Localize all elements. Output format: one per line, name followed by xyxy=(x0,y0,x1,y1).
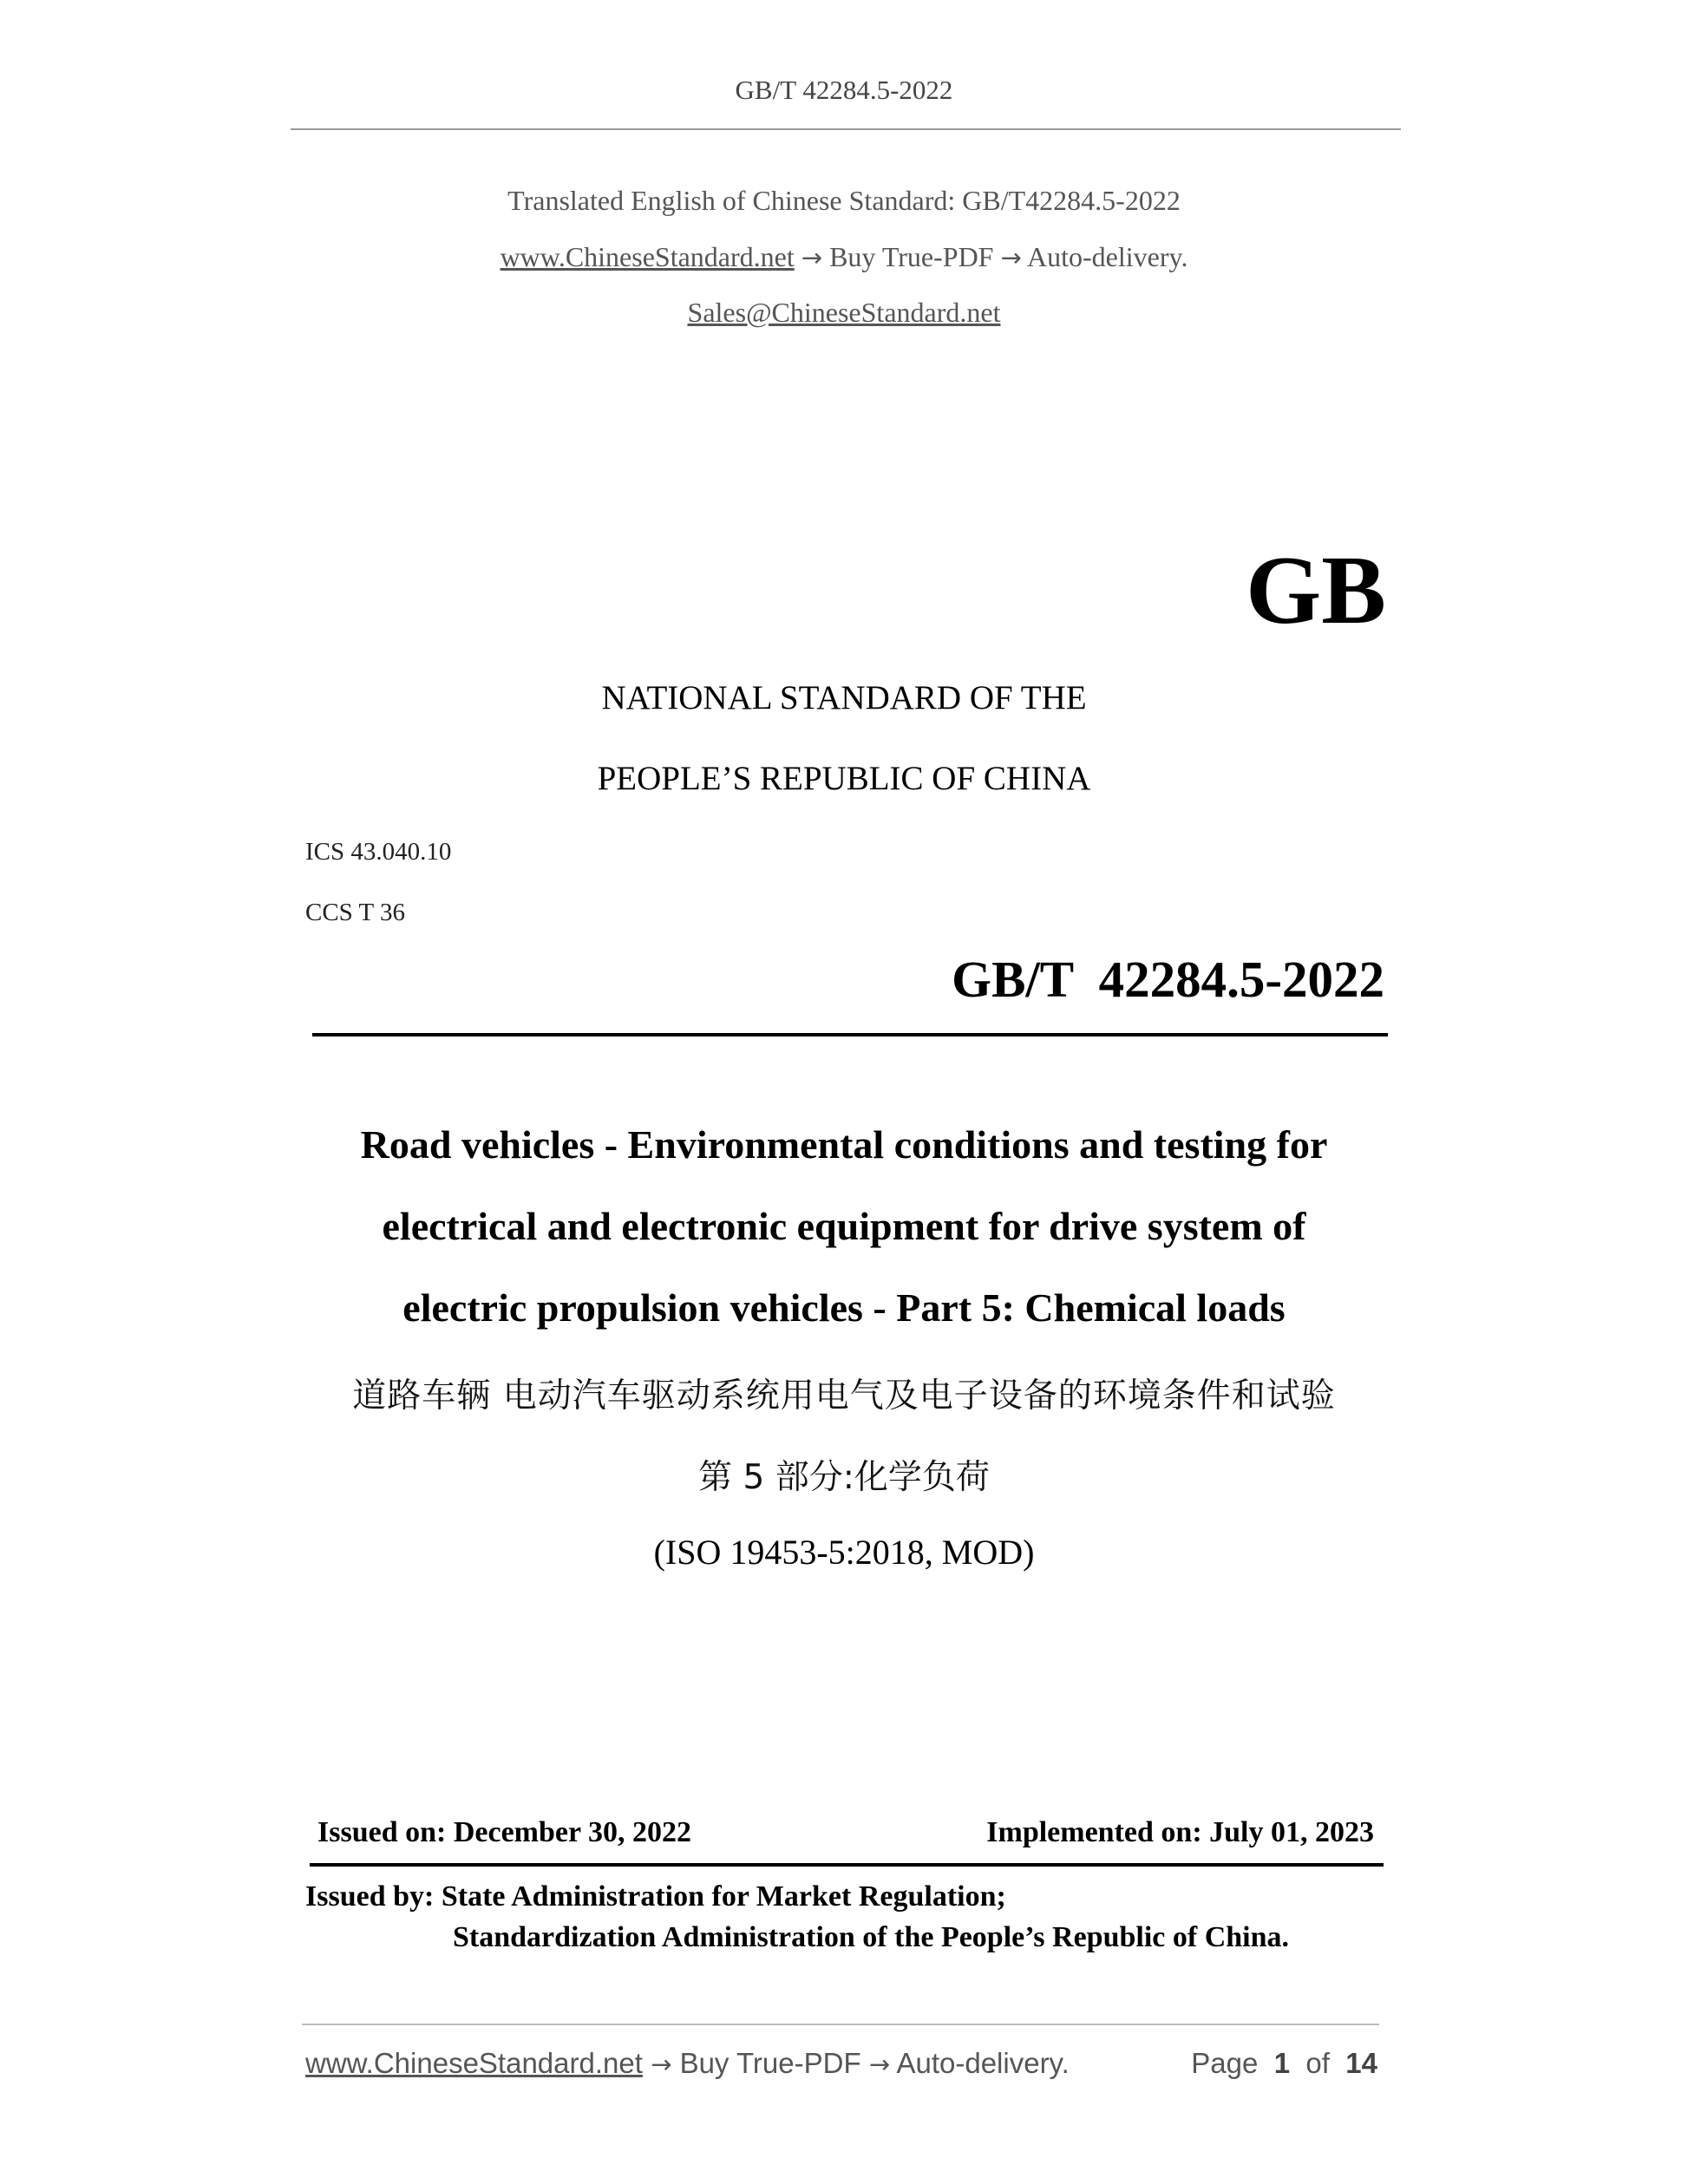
arrow-right-icon: → xyxy=(651,2050,672,2079)
page-word: Page xyxy=(1191,2047,1259,2079)
arrow-right-icon: → xyxy=(1000,243,1022,272)
title-en-line: electric propulsion vehicles - Part 5: Chemical loads xyxy=(402,1285,1286,1330)
national-standard-line-1: NATIONAL STANDARD OF THE xyxy=(601,679,1087,716)
of-word: of xyxy=(1305,2047,1330,2079)
iso-adoption: (ISO 19453-5:2018, MOD) xyxy=(653,1533,1035,1572)
national-standard-line-2: PEOPLE’S REPUBLIC OF CHINA xyxy=(597,760,1091,797)
standard-number: GB/T 42284.5-2022 xyxy=(952,951,1384,1008)
sales-email-link[interactable]: Sales@ChineseStandard.net xyxy=(687,297,1001,328)
title-divider xyxy=(312,1033,1388,1036)
issued-by: Issued by: State Administration for Market Regulation; xyxy=(305,1880,1006,1913)
page-indicator xyxy=(1191,2047,1377,2080)
auto-delivery-text: Auto-delivery. xyxy=(1027,241,1188,272)
running-header: GB/T 42284.5-2022 xyxy=(735,75,953,105)
buy-pdf-text: Buy True-PDF xyxy=(829,241,994,272)
implemented-on-date: Implemented on: July 01, 2023 xyxy=(986,1816,1374,1848)
issued-on-date: Issued on: December 30, 2022 xyxy=(317,1816,691,1848)
page-current: 1 xyxy=(1273,2047,1291,2079)
title-zh-line: 第 5 部分:化学负荷 xyxy=(698,1458,990,1497)
arrow-right-icon: → xyxy=(801,243,823,272)
footer-site-link[interactable]: www.ChineseStandard.net xyxy=(305,2047,643,2079)
footer-auto-text: Auto-delivery. xyxy=(896,2047,1070,2079)
title-en-line: Road vehicles - Environmental conditions and testing for xyxy=(360,1122,1328,1167)
promo-email-line xyxy=(0,297,1688,329)
ccs-code: CCS T 36 xyxy=(305,899,405,926)
title-en-line: electrical and electronic equipment for drive system of xyxy=(382,1204,1306,1248)
title-zh-line: 道路车辆 电动汽车驱动系统用电气及电子设备的环境条件和试验 xyxy=(352,1376,1336,1416)
dates-divider xyxy=(310,1863,1384,1867)
footer-buy-text: Buy True-PDF xyxy=(679,2047,861,2079)
footer-divider xyxy=(302,2024,1379,2025)
arrow-right-icon: → xyxy=(868,2050,891,2079)
promo-translation-line: Translated English of Chinese Standard: GB/T42284.5-2022 xyxy=(507,185,1181,216)
gb-mark: GB xyxy=(1246,537,1386,644)
footer-purchase-line xyxy=(305,2047,1070,2080)
issued-by-continued: Standardization Administration of the People’s Republic of China. xyxy=(453,1921,1290,1953)
header-divider xyxy=(291,128,1401,130)
promo-purchase-line xyxy=(0,241,1688,273)
page-total: 14 xyxy=(1345,2047,1377,2079)
site-link[interactable]: www.ChineseStandard.net xyxy=(500,241,795,272)
ics-code: ICS 43.040.10 xyxy=(305,838,452,866)
